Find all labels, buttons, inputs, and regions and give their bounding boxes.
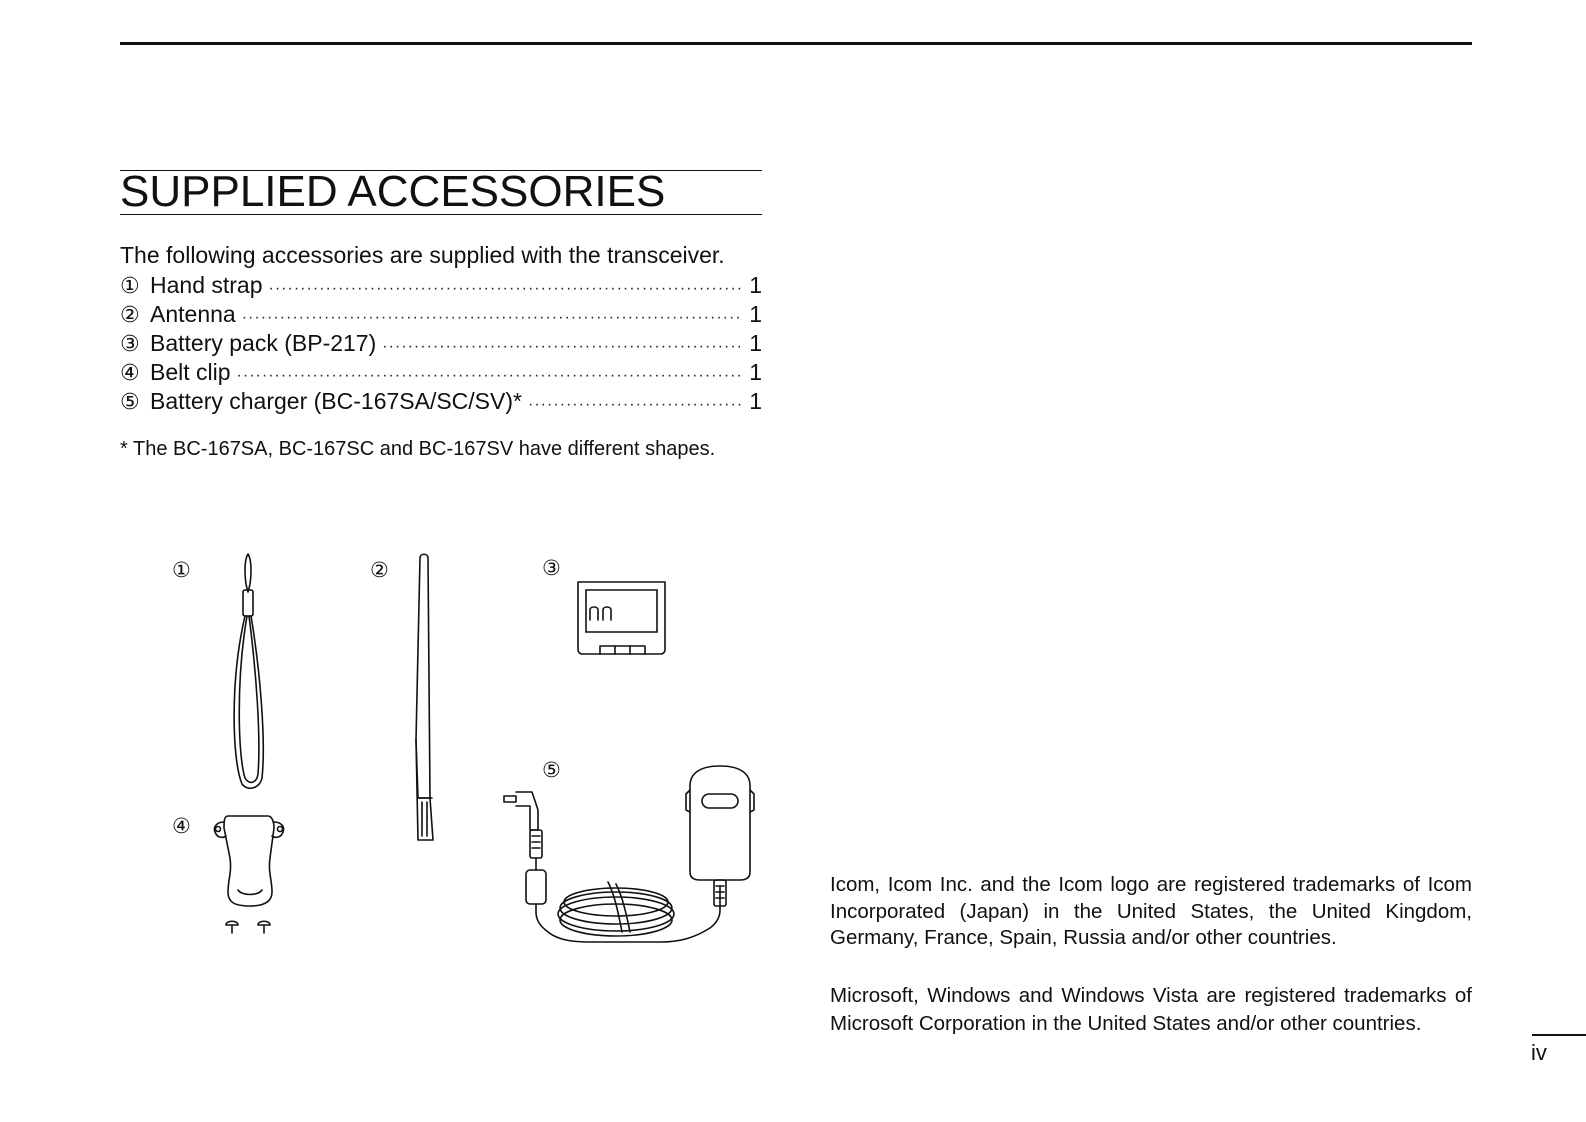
battery-pack-drawing xyxy=(578,582,665,654)
leader-dots xyxy=(382,332,742,361)
accessory-qty: 1 xyxy=(749,388,762,414)
accessories-illustration xyxy=(120,540,780,960)
battery-charger-drawing xyxy=(504,766,754,942)
accessory-qty: 1 xyxy=(749,330,762,356)
accessory-number: ④ xyxy=(120,361,140,386)
page-number-rule xyxy=(1532,1034,1586,1036)
accessory-name: Belt clip xyxy=(150,359,231,385)
accessory-qty: 1 xyxy=(749,301,762,327)
accessory-number: ② xyxy=(120,303,140,328)
accessory-name: Hand strap xyxy=(150,272,263,298)
trademarks-block xyxy=(830,872,1472,1039)
accessory-item xyxy=(120,271,762,300)
leader-dots xyxy=(528,390,742,419)
hand-strap-drawing xyxy=(234,554,263,788)
antenna-drawing xyxy=(416,554,433,840)
leader-dots xyxy=(242,303,742,332)
label-2: ② xyxy=(370,558,389,582)
footnote: * The BC-167SA, BC-167SC and BC-167SV have different shapes. xyxy=(120,438,716,460)
accessory-item xyxy=(120,387,762,416)
accessory-qty: 1 xyxy=(749,272,762,298)
accessory-name: Antenna xyxy=(150,301,236,327)
accessory-name: Battery charger (BC-167SA/SC/SV)* xyxy=(150,388,522,414)
trademark-microsoft: Microsoft, Windows and Windows Vista are registered trademarks of Microsoft Corporation in the United States and/or other countries. xyxy=(830,983,1472,1035)
page-number: iv xyxy=(1531,1040,1547,1065)
label-4: ④ xyxy=(172,814,191,838)
label-1: ① xyxy=(172,558,191,582)
accessory-number: ③ xyxy=(120,332,140,357)
accessory-number: ⑤ xyxy=(120,390,140,415)
intro-text: The following accessories are supplied with the transceiver. xyxy=(120,242,725,268)
accessory-name: Battery pack (BP-217) xyxy=(150,330,377,356)
top-rule xyxy=(120,42,1472,45)
section-title: SUPPLIED ACCESSORIES xyxy=(120,167,666,216)
leader-dots xyxy=(269,274,742,303)
accessory-qty: 1 xyxy=(749,359,762,385)
belt-clip-drawing xyxy=(214,816,283,933)
accessory-item xyxy=(120,300,762,329)
section-title-block xyxy=(120,167,762,216)
label-3: ③ xyxy=(542,556,561,580)
label-5: ⑤ xyxy=(542,758,561,782)
accessory-number: ① xyxy=(120,274,140,299)
trademark-icom: Icom, Icom Inc. and the Icom logo are registered trademarks of Icom Incorporated (Japan) in the United States, the United Kingdom, Germany, France, Spain, Russia and/or other countries. xyxy=(830,873,1472,949)
accessory-list xyxy=(120,271,762,416)
accessory-item xyxy=(120,358,762,387)
accessory-item xyxy=(120,329,762,358)
leader-dots xyxy=(237,361,742,390)
